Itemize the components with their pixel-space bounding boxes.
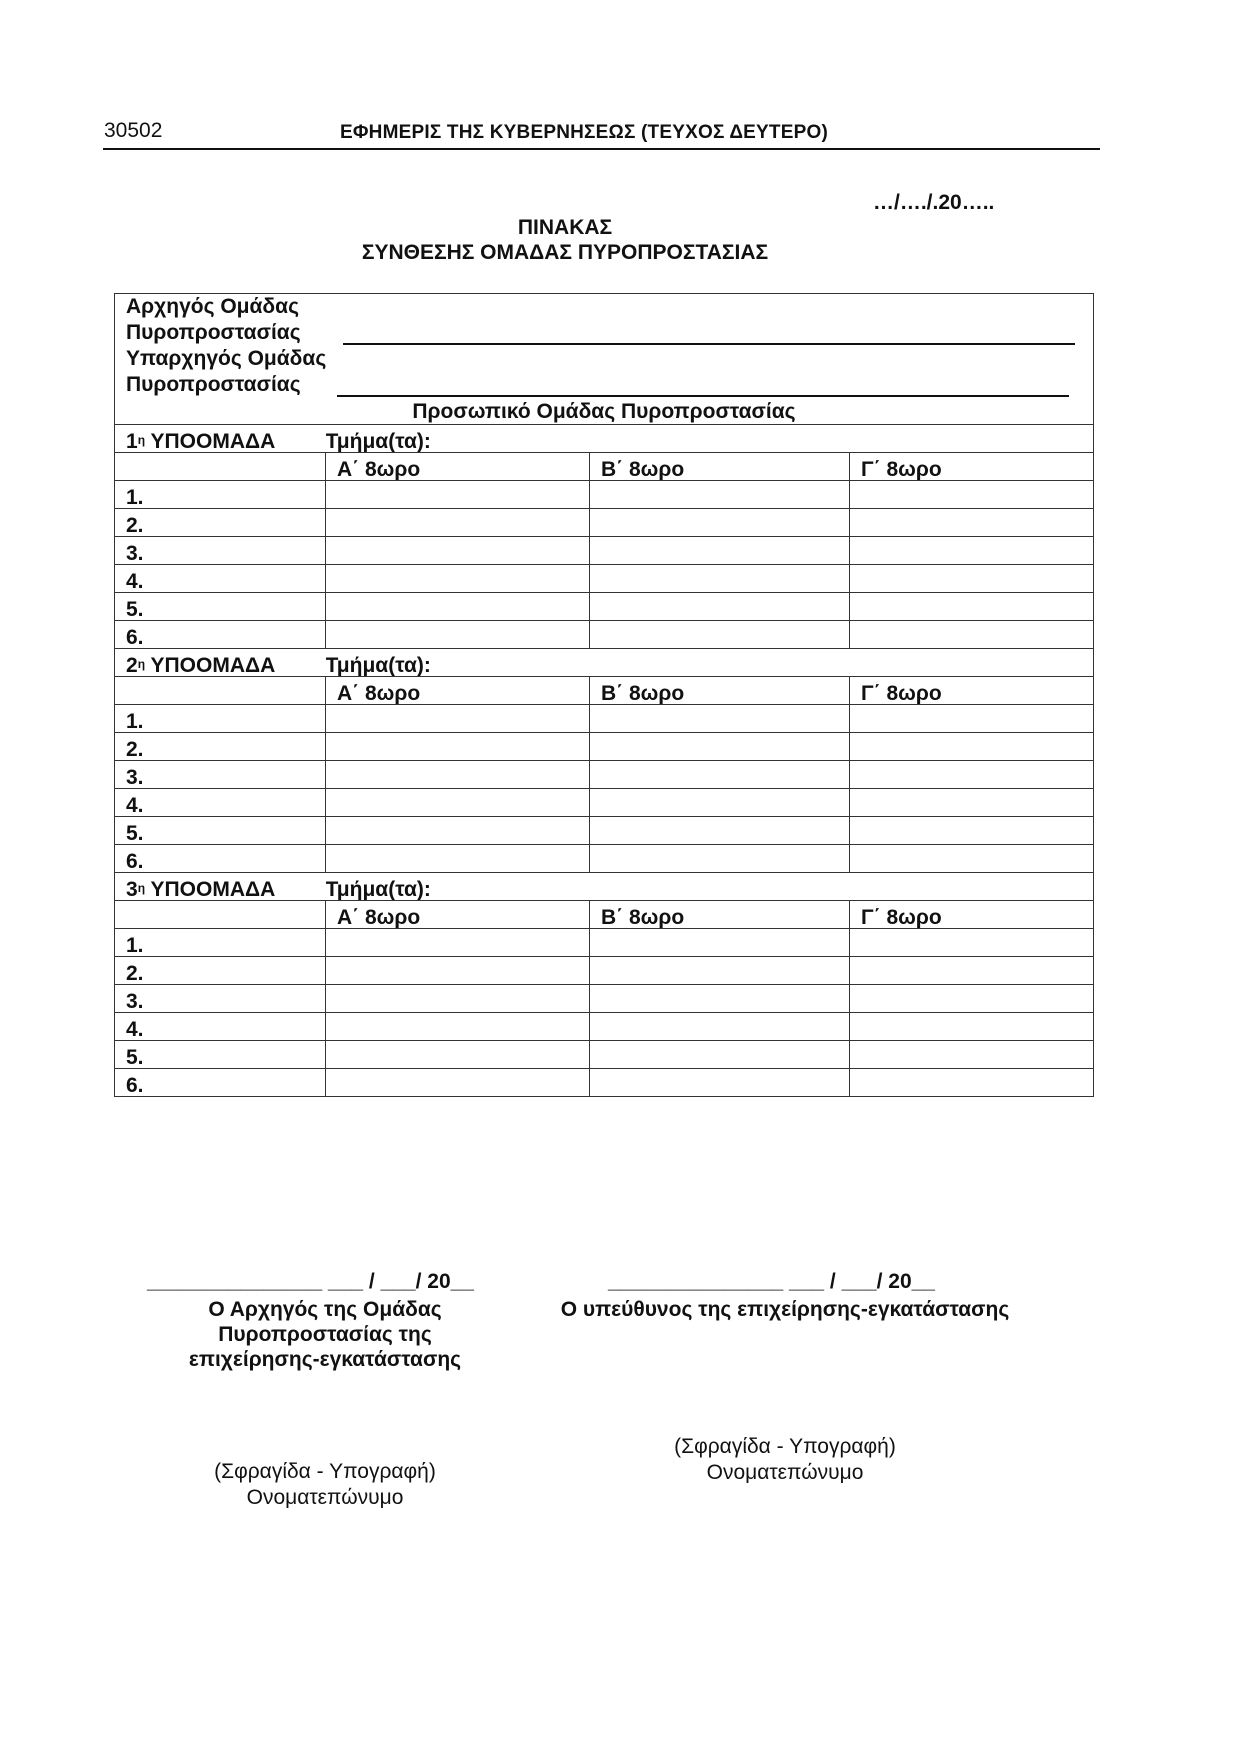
- entry-cell[interactable]: [850, 733, 1094, 761]
- entry-cell[interactable]: [326, 845, 590, 873]
- entry-cell[interactable]: [590, 481, 850, 509]
- entry-cell[interactable]: [850, 481, 1094, 509]
- shift-header-blank: [115, 453, 326, 481]
- subgroup-number: 3: [126, 878, 138, 901]
- entry-cell[interactable]: [850, 957, 1094, 985]
- entry-cell[interactable]: [850, 565, 1094, 593]
- fire-team-table: [114, 293, 1094, 1097]
- entry-cell[interactable]: [590, 565, 850, 593]
- table-row: [115, 845, 1094, 873]
- shift-header-cell: Β΄ 8ωρο: [590, 677, 850, 705]
- entry-cell[interactable]: [850, 761, 1094, 789]
- entry-cell[interactable]: [590, 509, 850, 537]
- deputy-name-field[interactable]: [337, 395, 1069, 397]
- subgroup-label: [115, 873, 326, 901]
- left-signature-role-line1: Ο Αρχηγός της Ομάδας: [208, 1298, 442, 1321]
- entry-cell[interactable]: [850, 789, 1094, 817]
- left-signature-date-field[interactable]: _______________ ___ / ___/ 20__: [147, 1270, 474, 1293]
- row-number: 5.: [115, 1041, 326, 1069]
- page-number: 30502: [104, 119, 163, 142]
- leader-label-line1: Αρχηγός Ομάδας: [126, 295, 299, 318]
- entry-cell[interactable]: [850, 509, 1094, 537]
- subgroup-title: ΥΠΟΟΜΑΔΑ: [150, 430, 276, 453]
- row-number: 2.: [115, 733, 326, 761]
- table-row: [115, 817, 1094, 845]
- entry-cell[interactable]: [326, 957, 590, 985]
- entry-cell[interactable]: [326, 929, 590, 957]
- subgroup-title: ΥΠΟΟΜΑΔΑ: [150, 654, 276, 677]
- table-row: [115, 565, 1094, 593]
- entry-cell[interactable]: [850, 1069, 1094, 1097]
- entry-cell[interactable]: [850, 845, 1094, 873]
- shift-header-cell: Α΄ 8ωρο: [326, 901, 590, 929]
- table-row: [115, 957, 1094, 985]
- entry-cell[interactable]: [326, 733, 590, 761]
- table-row: [115, 481, 1094, 509]
- deputy-label-line2: Πυροπροστασίας: [126, 373, 301, 396]
- leader-label-line2: Πυροπροστασίας: [126, 321, 301, 344]
- page-title: ΠΙΝΑΚΑΣ: [517, 216, 613, 239]
- entry-cell[interactable]: [590, 1013, 850, 1041]
- shift-header-cell: Α΄ 8ωρο: [326, 677, 590, 705]
- subgroup-ordinal: η: [137, 881, 146, 895]
- personnel-heading: Προσωπικό Ομάδας Πυροπροστασίας: [412, 400, 796, 423]
- table-row: [115, 929, 1094, 957]
- subgroup-ordinal: η: [137, 657, 146, 671]
- row-number: 1.: [115, 481, 326, 509]
- table-row: [115, 761, 1094, 789]
- subgroup-header-row: [115, 425, 1094, 453]
- row-number: 5.: [115, 593, 326, 621]
- right-stamp-signature: (Σφραγίδα - Υπογραφή): [674, 1435, 896, 1458]
- table-row: [115, 705, 1094, 733]
- subgroup-department[interactable]: Τμήμα(τα):: [326, 425, 1094, 453]
- shift-header-cell: Γ΄ 8ωρο: [850, 453, 1094, 481]
- date-field[interactable]: …/…./.20…..: [873, 191, 995, 214]
- table-row: [115, 1069, 1094, 1097]
- row-number: 6.: [115, 1069, 326, 1097]
- entry-cell[interactable]: [590, 1069, 850, 1097]
- row-number: 4.: [115, 789, 326, 817]
- subgroup-header-row: [115, 649, 1094, 677]
- subgroup-header-row: [115, 873, 1094, 901]
- table-row: [115, 509, 1094, 537]
- shift-header-row: [115, 453, 1094, 481]
- entry-cell[interactable]: [850, 621, 1094, 649]
- subgroup-department[interactable]: Τμήμα(τα):: [326, 649, 1094, 677]
- entry-cell[interactable]: [326, 537, 590, 565]
- entry-cell[interactable]: [326, 817, 590, 845]
- entry-cell[interactable]: [326, 705, 590, 733]
- row-number: 2.: [115, 957, 326, 985]
- entry-cell[interactable]: [850, 1041, 1094, 1069]
- entry-cell[interactable]: [850, 705, 1094, 733]
- shift-header-cell: Β΄ 8ωρο: [590, 901, 850, 929]
- entry-cell[interactable]: [326, 789, 590, 817]
- row-number: 3.: [115, 761, 326, 789]
- left-signature-role-line2: Πυροπροστασίας της: [218, 1323, 432, 1346]
- entry-cell[interactable]: [590, 817, 850, 845]
- entry-cell[interactable]: [590, 1041, 850, 1069]
- shift-header-blank: [115, 901, 326, 929]
- subgroup-number: 1: [126, 430, 138, 453]
- left-stamp-signature: (Σφραγίδα - Υπογραφή): [214, 1460, 436, 1483]
- entry-cell[interactable]: [590, 761, 850, 789]
- entry-cell[interactable]: [326, 565, 590, 593]
- page-subtitle: ΣΥΝΘΕΣΗΣ ΟΜΑΔΑΣ ΠΥΡΟΠΡΟΣΤΑΣΙΑΣ: [361, 241, 769, 264]
- right-signature-date-field[interactable]: _______________ ___ / ___/ 20__: [608, 1270, 935, 1293]
- entry-cell[interactable]: [326, 481, 590, 509]
- row-number: 1.: [115, 929, 326, 957]
- entry-cell[interactable]: [326, 761, 590, 789]
- subgroup-label: [115, 425, 326, 453]
- entry-cell[interactable]: [590, 621, 850, 649]
- entry-cell[interactable]: [590, 705, 850, 733]
- entry-cell[interactable]: [590, 593, 850, 621]
- table-row: [115, 1041, 1094, 1069]
- subgroup-number: 2: [126, 654, 138, 677]
- entry-cell[interactable]: [850, 537, 1094, 565]
- right-signature-role: Ο υπεύθυνος της επιχείρησης-εγκατάστασης: [560, 1298, 1010, 1321]
- shift-header-cell: Α΄ 8ωρο: [326, 453, 590, 481]
- table-row: [115, 733, 1094, 761]
- entry-cell[interactable]: [590, 929, 850, 957]
- row-number: 4.: [115, 1013, 326, 1041]
- shift-header-cell: Β΄ 8ωρο: [590, 453, 850, 481]
- shift-header-blank: [115, 677, 326, 705]
- entry-cell[interactable]: [850, 817, 1094, 845]
- entry-cell[interactable]: [590, 845, 850, 873]
- entry-cell[interactable]: [850, 593, 1094, 621]
- subgroup-title: ΥΠΟΟΜΑΔΑ: [150, 878, 276, 901]
- entry-cell[interactable]: [590, 957, 850, 985]
- entry-cell[interactable]: [850, 985, 1094, 1013]
- subgroup-label: [115, 649, 326, 677]
- entry-cell[interactable]: [590, 733, 850, 761]
- shift-header-cell: Γ΄ 8ωρο: [850, 677, 1094, 705]
- row-number: 2.: [115, 509, 326, 537]
- table-row: [115, 537, 1094, 565]
- right-full-name: Ονοματεπώνυμο: [706, 1461, 864, 1484]
- entry-cell[interactable]: [850, 929, 1094, 957]
- entry-cell[interactable]: [326, 985, 590, 1013]
- entry-cell[interactable]: [326, 621, 590, 649]
- shift-header-cell: Γ΄ 8ωρο: [850, 901, 1094, 929]
- entry-cell[interactable]: [326, 1013, 590, 1041]
- table-row: [115, 621, 1094, 649]
- subgroup-ordinal: η: [137, 433, 146, 447]
- entry-cell[interactable]: [326, 509, 590, 537]
- subgroup-department[interactable]: Τμήμα(τα):: [326, 873, 1094, 901]
- entry-cell[interactable]: [326, 1041, 590, 1069]
- left-full-name: Ονοματεπώνυμο: [246, 1486, 404, 1509]
- row-number: 1.: [115, 705, 326, 733]
- table-row: [115, 985, 1094, 1013]
- entry-cell[interactable]: [850, 1013, 1094, 1041]
- left-signature-role-line3: επιχείρησης-εγκατάστασης: [188, 1348, 462, 1371]
- entry-cell[interactable]: [590, 537, 850, 565]
- row-number: 3.: [115, 985, 326, 1013]
- table-row: [115, 789, 1094, 817]
- leader-name-field[interactable]: [343, 343, 1075, 345]
- row-number: 4.: [115, 565, 326, 593]
- table-row: [115, 593, 1094, 621]
- shift-header-row: [115, 901, 1094, 929]
- entry-cell[interactable]: [326, 1069, 590, 1097]
- team-leaders-cell: [115, 294, 1094, 425]
- row-number: 5.: [115, 817, 326, 845]
- entry-cell[interactable]: [590, 985, 850, 1013]
- deputy-label-line1: Υπαρχηγός Ομάδας: [126, 347, 327, 370]
- row-number: 3.: [115, 537, 326, 565]
- gazette-title: ΕΦΗΜΕΡΙΣ ΤΗΣ ΚΥΒΕΡΝΗΣΕΩΣ (ΤΕΥΧΟΣ ΔΕΥΤΕΡΟ): [340, 122, 828, 143]
- row-number: 6.: [115, 621, 326, 649]
- table-row: [115, 1013, 1094, 1041]
- entry-cell[interactable]: [590, 789, 850, 817]
- header-divider: [103, 148, 1100, 150]
- entry-cell[interactable]: [326, 593, 590, 621]
- shift-header-row: [115, 677, 1094, 705]
- row-number: 6.: [115, 845, 326, 873]
